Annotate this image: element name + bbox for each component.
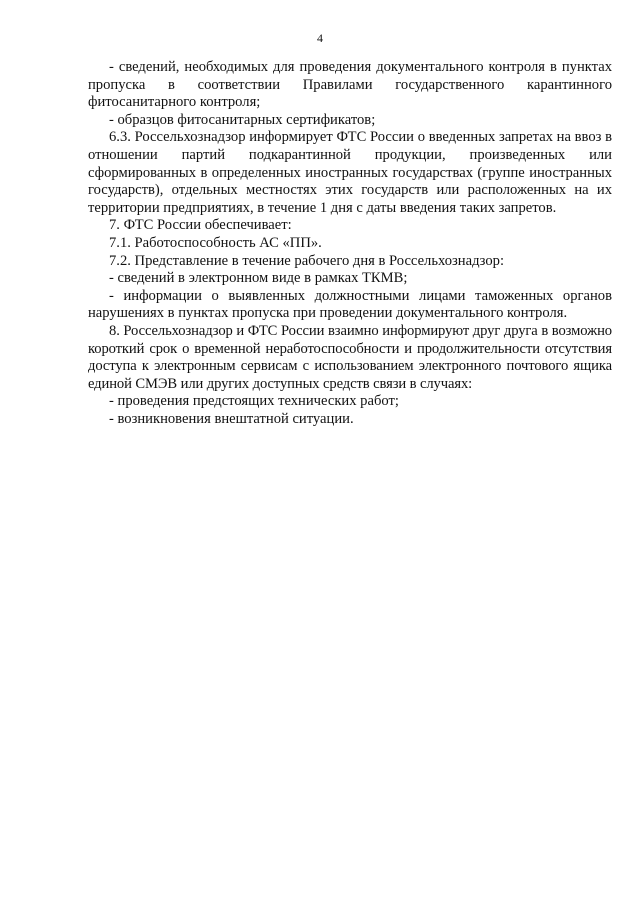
paragraph-info-documentary-control: - сведений, необходимых для проведения документального контроля в пунктах пропуска в соответствии Правилами государственного карантинного фитосанитарного контроля; <box>88 59 612 111</box>
paragraph-7-2: 7.2. Представление в течение рабочего дня в Россельхознадзор: <box>109 252 505 269</box>
paragraph-electronic-info: - сведений в электронном виде в рамках ТКМВ; <box>109 270 408 287</box>
paragraph-7-1: 7.1. Работоспособность АС «ПП». <box>109 234 322 251</box>
paragraph-emergency: - возникновения внештатной ситуации. <box>109 410 354 427</box>
paragraph-certificate-samples: - образцов фитосанитарных сертификатов; <box>109 111 376 128</box>
page-number: 4 <box>317 31 323 45</box>
paragraph-violations-info: - информации о выявленных должностными лицами таможенных органов нарушениях в пунктах пропуска при проведении документального контроля. <box>88 287 612 322</box>
paragraph-8: 8. Россельхознадзор и ФТС России взаимно информируют друг друга в возможно короткий срок о временной неработоспособности и продолжительности отсутствия доступа к электронным сервисам с использованием электронного почтового ящика единой СМЭВ или других доступных средств связи в случаях: <box>88 322 612 392</box>
paragraph-6-3: 6.3. Россельхознадзор информирует ФТС России о введенных запретах на ввоз в отношении партий подкарантинной продукции, произведенных или сформированных в определенных иностранных государствах (группе иностранных государств), отдельных местностях этих государств или расположенных на их территории предприятиях, в течение 1 дня с даты введения таких запретов. <box>88 129 612 216</box>
paragraph-technical-work: - проведения предстоящих технических работ; <box>109 393 399 410</box>
paragraph-7: 7. ФТС России обеспечивает: <box>109 217 292 234</box>
document-body <box>88 59 612 428</box>
